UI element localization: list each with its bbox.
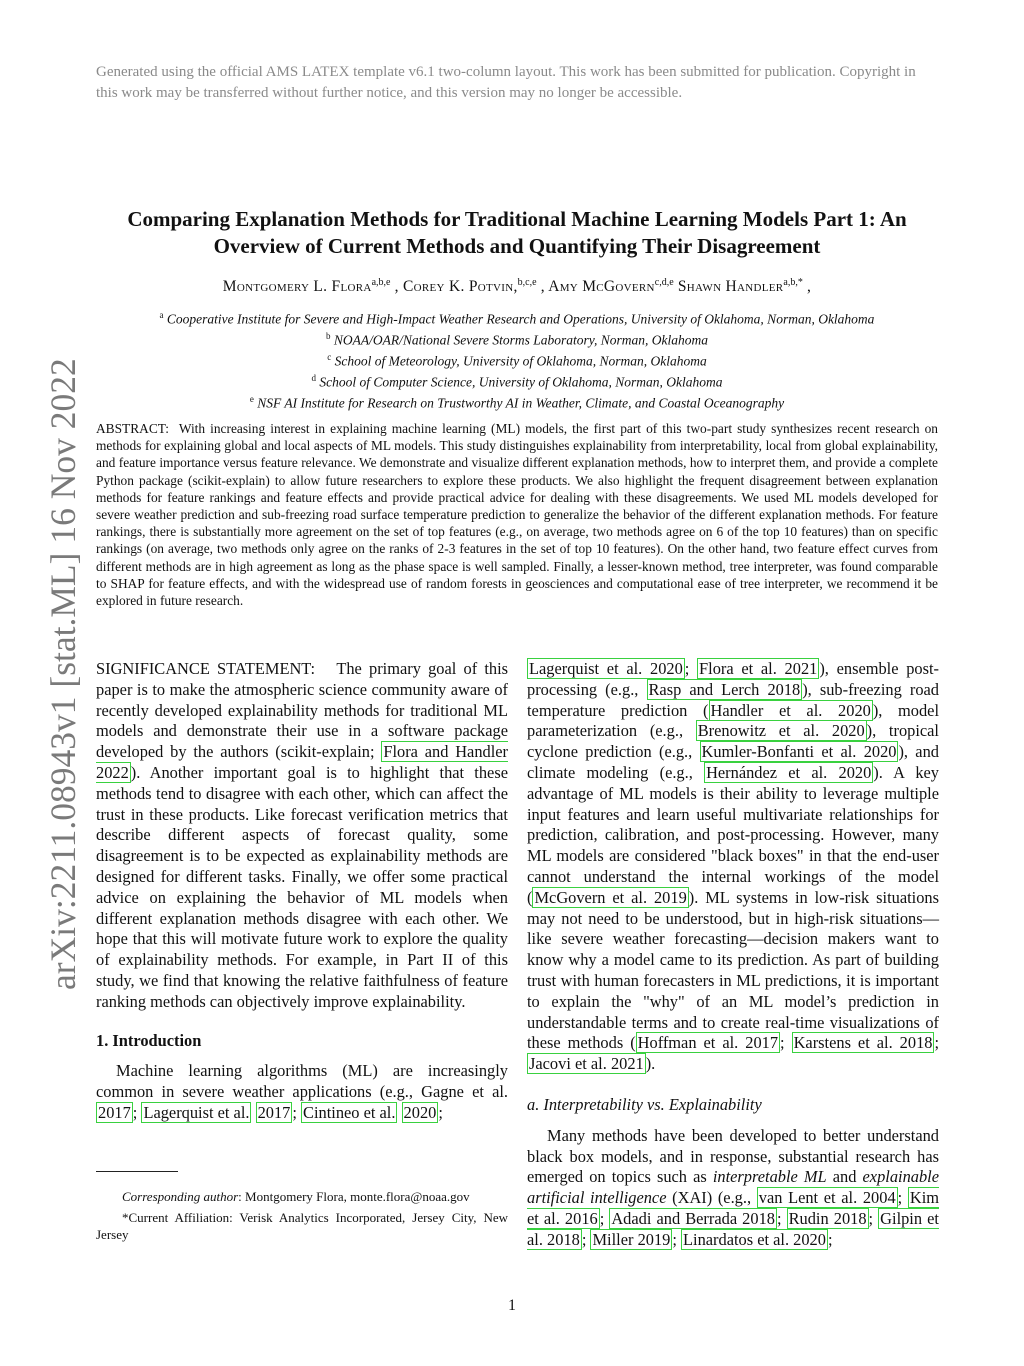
citation-link[interactable]: Brenowitz et al. 2020 (697, 721, 865, 741)
citation-link[interactable]: Handler et al. 2020 (710, 700, 871, 720)
body-text: Many methods have been developed to better understand black box models, and in response, substantial research has emerged on topics such as (527, 1125, 939, 1187)
citation-separator: ; (827, 1229, 833, 1249)
body-text: ), tropical cyclone prediction (e.g., (527, 721, 939, 762)
citation-separator: ; (599, 1208, 610, 1228)
affiliation-text: School of Meteorology, University of Oklahoma, Norman, Oklahoma (334, 353, 707, 369)
emphasis-term: interpretable ML (712, 1167, 827, 1187)
citation-separator: ; (780, 1033, 792, 1053)
significance-statement (96, 659, 508, 1013)
citation-link[interactable]: Lagerquist et al. (143, 1102, 250, 1122)
intro-text: Machine learning algorithms (ML) are increasingly common in severe weather applications (e.g., Gagne et al. (96, 1061, 508, 1102)
affiliation-text: School of Computer Science, University of Oklahoma, Norman, Oklahoma (319, 374, 723, 390)
emphasis-term: explainable artificial intelligence (527, 1167, 939, 1208)
abstract-text: With increasing interest in explaining machine learning (ML) models, the first part of this two-part study synthesizes recent research on methods for explaining global and local aspects of ML models. This study distinguishes explainability from interpretability, local from global explainability, and feature importance versus feature relevance. We demonstrate and visualize different explanation methods, how to interpret them, and provide a complete Python package (scikit-explain) to allow future researchers to explore these products. We also highlight the frequent disagreement between explanation methods for feature rankings and feature effects and provide practical advice for dealing with these disagreements. We used ML models developed for severe weather prediction and sub-freezing road surface temperature prediction to generalize the behavior of the different explanation methods. For feature rankings, there is substantially more agreement on the set of top features (e.g., on average, two methods agree on 6 of the top 10 features) than on specific rankings (on average, two methods only agree on the ranks of 2-3 features in the set of top 10 features). On the other hand, two feature effect curves from different methods are in high agreement as long as the phase space is well sampled. Finally, a lesser-known method, tree interpreter, was found comparable to SHAP for feature effects, and with the widespread use of random forests in geosciences and computational ease of tree interpreter, we recommend it be explored in future research. (96, 421, 938, 609)
corresponding-label: Corresponding author (122, 1189, 239, 1204)
citation-separator: ; (672, 1229, 681, 1249)
paper-title (96, 206, 938, 260)
subsection-heading: a. Interpretability vs. Explainability (527, 1094, 762, 1114)
citation-separator: ; (776, 1208, 787, 1228)
body-text: ), model parameterization (e.g., (527, 700, 940, 741)
citation-link[interactable]: Gilpin et al. 2018 (527, 1208, 939, 1249)
citation-link[interactable]: Cintineo et al. (303, 1102, 396, 1122)
author-name: Montgomery L. Flora (222, 278, 372, 296)
affiliations (96, 307, 938, 412)
body-text: ), ensemble post-processing (e.g., (527, 659, 939, 699)
author-name: Corey K. Potvin, (403, 278, 518, 296)
affiliation-mark: b (326, 331, 331, 341)
citation-separator: ; (438, 1102, 443, 1122)
body-text: ). (645, 1054, 656, 1074)
affiliation-line (96, 370, 938, 391)
citation-separator: ; (581, 1229, 591, 1249)
citation-separator: ; (868, 1208, 879, 1228)
corresponding-text: : Montgomery Flora, monte.flora@noaa.gov (238, 1189, 470, 1204)
author-separator: , (802, 278, 812, 296)
citation-link[interactable]: Rasp and Lerch 2018 (648, 679, 801, 699)
citation-link[interactable]: Jacovi et al. 2021 (529, 1054, 644, 1074)
citation-link[interactable]: van Lent et al. 2004 (758, 1188, 896, 1208)
citation-separator: ; (292, 1102, 302, 1122)
citation-link[interactable]: Adadi and Berrada 2018 (611, 1208, 775, 1228)
citation-link[interactable]: Karstens et al. 2018 (793, 1033, 933, 1053)
footnotes (96, 1188, 508, 1247)
citation-link[interactable]: Flora et al. 2021 (699, 659, 818, 678)
corresponding-author-note (96, 1188, 508, 1206)
abstract (96, 420, 938, 609)
author-affil-mark: a,b,e (371, 277, 391, 288)
footnote-divider (96, 1171, 178, 1172)
affiliation-line (96, 328, 938, 349)
citation-link[interactable]: Linardatos et al. 2020 (683, 1229, 826, 1249)
citation-link[interactable]: 2017 (98, 1102, 131, 1122)
citation-separator: ; (132, 1102, 142, 1122)
affiliation-mark: d (311, 373, 317, 383)
affiliation-footnote: *Current Affiliation: Verisk Analytics Incorporated, Jersey City, New Jersey (96, 1209, 508, 1243)
arxiv-stamp[interactable]: arXiv:2211.08943v1 [stat.ML] 16 Nov 2022 (43, 358, 83, 990)
significance-label: SIGNIFICANCE STATEMENT: (96, 659, 316, 678)
body-text: ). ML systems in low-risk situations may not need to be understood, but in high-risk situations—like severe weather forecasting—decision makers want to know why a model came to its prediction. As part of building trust with human forecasters in ML predictions, it is important to explain the "why" of an ML model’s prediction in understandable terms and to create real-time visualizations of these methods ( (527, 887, 939, 1053)
citation-link[interactable]: 2017 (257, 1102, 291, 1122)
citation-separator: ; (897, 1188, 908, 1208)
body-paragraph (527, 1126, 939, 1251)
citation-link[interactable]: Rudin 2018 (788, 1208, 867, 1228)
author-name: Amy McGovern (548, 278, 655, 296)
left-column (96, 659, 508, 1124)
citation-link[interactable]: 2020 (403, 1102, 437, 1122)
citation-link[interactable]: Miller 2019 (592, 1229, 671, 1249)
body-text: ), sub-freezing road temperature prediction ( (527, 679, 939, 720)
affiliation-text: NOAA/OAR/National Severe Storms Laboratory, Norman, Oklahoma (333, 332, 708, 348)
body-text: and (826, 1167, 863, 1187)
body-text: ), and climate modeling (e.g., (527, 742, 939, 782)
citation-year: 2022 (96, 762, 129, 782)
citation-link[interactable]: McGovern et al. 2019 (534, 887, 687, 907)
page-number: 1 (508, 1297, 516, 1314)
author-separator: , (536, 278, 549, 296)
author-separator: , (390, 278, 404, 296)
title-line-1: Comparing Explanation Methods for Traditional Machine Learning Models Part 1: An (127, 207, 907, 231)
section-heading-introduction: 1. Introduction (96, 1030, 202, 1050)
citation-link[interactable]: Hernández et al. 2020 (706, 762, 872, 782)
citation-link[interactable]: Kumler-Bonfanti et al. 2020 (701, 742, 897, 762)
affiliation-line (96, 307, 938, 328)
affiliation-mark: a (159, 310, 164, 320)
affiliation-line (96, 349, 938, 370)
citation-separator: ; (934, 1033, 940, 1053)
citation-author: Flora and Handler (383, 742, 509, 762)
significance-text: ). Another important goal is to highlight that these methods tend to disagree with each other, which can affect the trust in these products. Like forecast verification metrics that describe different aspects of forecast quality, some disagreement is to be expected as explainability methods are designed for different tasks. Finally, we offer some practical advice on explaining the behavior of ML models when different explanation methods disagree with each other. We hope that this will motivate future work to explore the quality of explainability methods. For example, in Part II of this study, we find that knowing the relative faithfulness of feature ranking methods can objectively improve explainability. (96, 762, 508, 1011)
citation-link[interactable]: Lagerquist et al. 2020 (529, 659, 683, 678)
body-text: ). A key advantage of ML models is their ability to leverage multiple input features and learn useful multivariate relationships for prediction, calibration, and post-processing. However, many ML models are considered "black boxes" in that the end-user cannot understand the internal workings of the model ( (527, 762, 939, 907)
author-affil-mark: c,d,e (654, 277, 674, 288)
intro-paragraph (96, 1061, 508, 1123)
affiliation-mark: c (327, 352, 332, 362)
right-column (527, 659, 939, 1251)
author-affil-mark: a,b,* (783, 277, 803, 288)
significance-text: The primary goal of this paper is to make the atmospheric science community aware of recently developed explainability methods for traditional ML models and demonstrate their use in a software package developed by the authors (scikit-explain; (96, 659, 509, 762)
author-name: Shawn Handler (677, 278, 784, 296)
body-text: (XAI) (e.g., (666, 1188, 757, 1208)
affiliation-text: Cooperative Institute for Severe and High-Impact Weather Research and Operations, University of Oklahoma, Norman, Oklahoma (166, 311, 875, 327)
affiliation-mark: e (249, 394, 254, 404)
affiliation-text: NSF AI Institute for Research on Trustworthy AI in Weather, Climate, and Coastal Oceanography (257, 395, 785, 411)
citation-link[interactable]: Kim et al. 2016 (527, 1188, 939, 1228)
affiliation-line (96, 391, 938, 412)
abstract-label: ABSTRACT: (96, 421, 169, 436)
citation-link[interactable]: Hoffman et al. 2017 (637, 1033, 779, 1053)
header-note: Generated using the official AMS LATEX template v6.1 two-column layout. This work has been submitted for publication. Copyright in this work may be transferred without further notice, and this version may no longer be accessible. (96, 64, 916, 101)
body-paragraph (527, 659, 939, 1075)
title-line-2: Overview of Current Methods and Quantifying Their Disagreement (213, 234, 821, 258)
author-list (96, 277, 938, 296)
citation-separator: ; (684, 659, 698, 678)
author-affil-mark: b,c,e (517, 277, 537, 288)
